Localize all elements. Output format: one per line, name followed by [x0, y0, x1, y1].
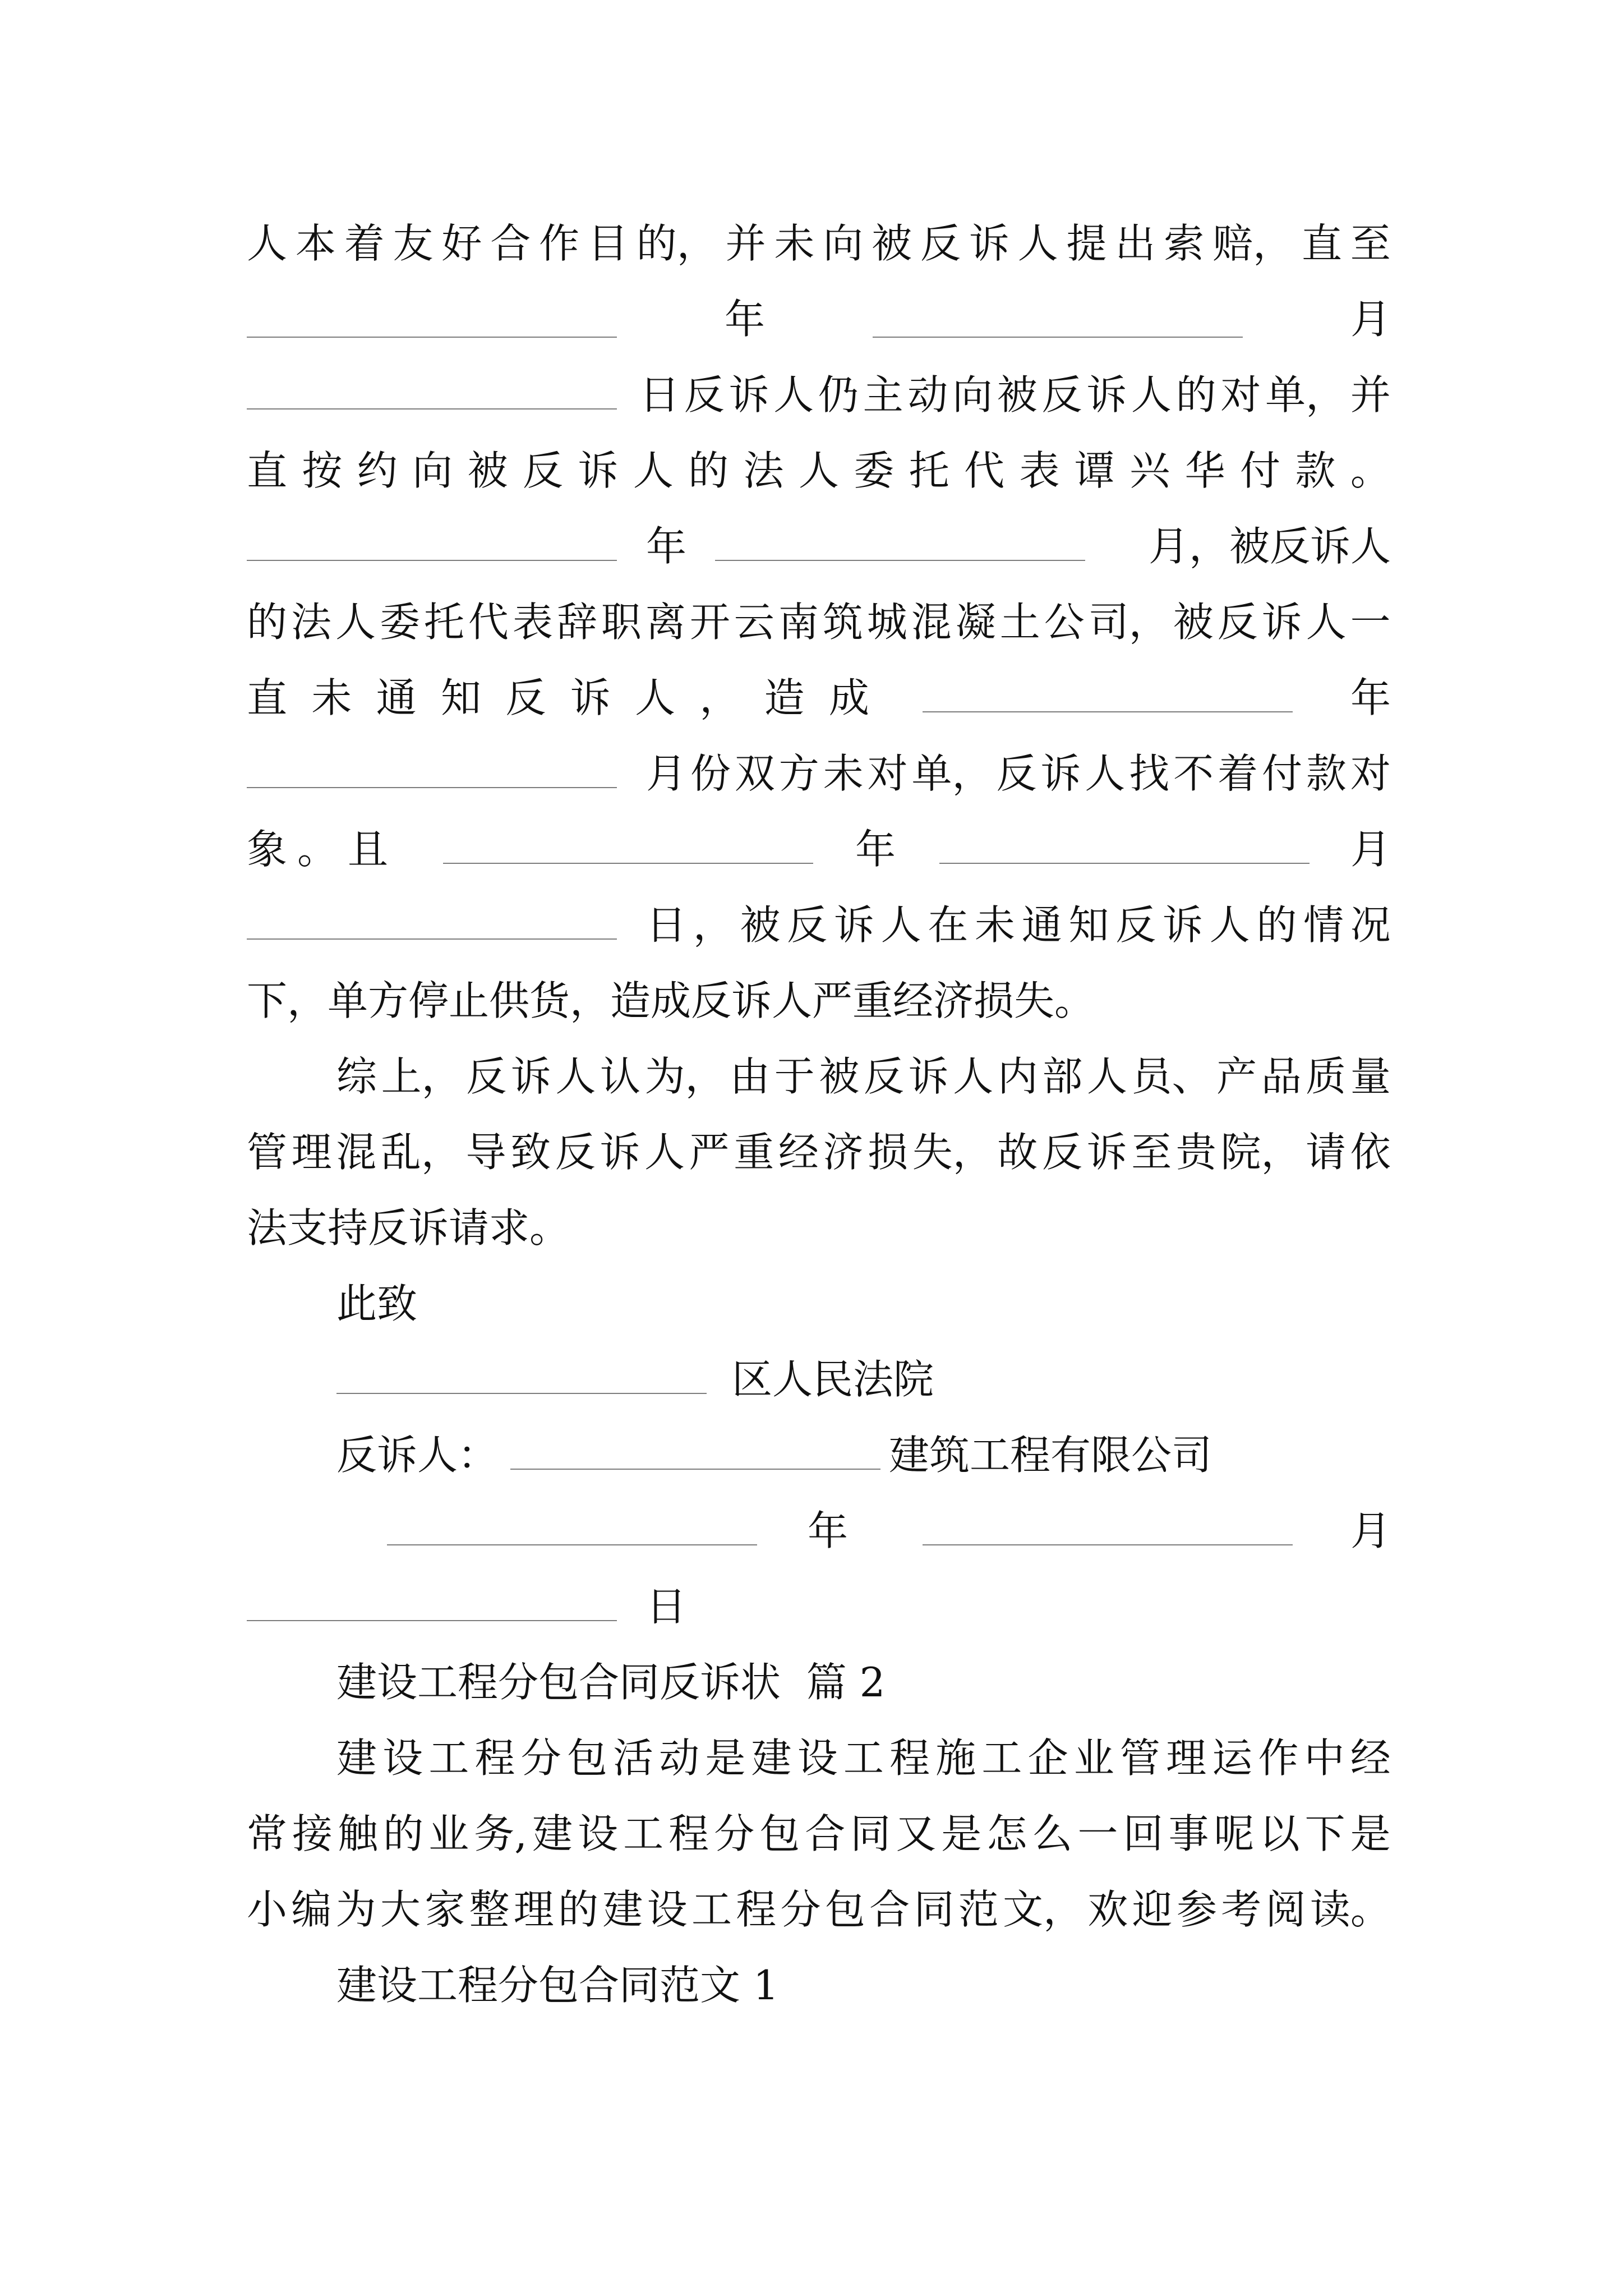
blank-underline	[336, 1358, 707, 1394]
text-glyph: 造	[764, 674, 805, 721]
text-glyph: 程	[474, 1734, 515, 1782]
text-glyph: 合	[869, 1886, 910, 1933]
text-glyph: 人	[335, 599, 376, 646]
text-glyph: 反	[555, 1129, 596, 1176]
text-glyph: 反	[863, 1053, 904, 1100]
paragraph-line: 下，单方停止供货，造成反诉人严重经济损失。	[247, 977, 1095, 1024]
signatory-label: 反诉人：	[336, 1432, 499, 1479]
blank-underline	[715, 525, 1085, 561]
text-glyph: 法	[743, 447, 784, 494]
text-glyph: 致	[510, 1129, 551, 1176]
text-glyph: 务,	[474, 1810, 528, 1857]
text-glyph: 的	[247, 599, 288, 646]
text-glyph: 活	[613, 1734, 654, 1782]
blank-underline	[247, 302, 617, 338]
text-glyph: 好	[441, 220, 482, 267]
text-glyph: 呢	[1214, 1810, 1255, 1857]
text-glyph: 人	[1086, 1053, 1127, 1100]
text-glyph: 作	[539, 220, 580, 267]
text-glyph: 诉	[833, 901, 874, 949]
text-glyph: 触	[338, 1810, 379, 1857]
text-glyph: 至	[1131, 1129, 1172, 1176]
paragraph-line	[247, 887, 1391, 964]
text-glyph: 南	[778, 599, 819, 646]
blank-underline	[247, 525, 617, 561]
text-glyph: 人	[1131, 371, 1172, 418]
text-glyph: 人	[634, 674, 675, 721]
text-glyph: 济	[823, 1129, 864, 1176]
text-glyph: 谭	[1074, 447, 1115, 494]
text-glyph: 月	[646, 750, 687, 797]
text-glyph: 作	[1258, 1734, 1299, 1782]
text-glyph: 企	[1027, 1734, 1068, 1782]
text-glyph: 包	[759, 1810, 800, 1857]
salutation: 此致	[336, 1280, 418, 1327]
text-glyph: 下	[1304, 1810, 1345, 1857]
text-glyph: 是	[941, 1810, 982, 1857]
text-glyph: 施	[935, 1734, 976, 1782]
text-glyph: 对	[867, 750, 908, 797]
text-glyph: 直	[1301, 220, 1342, 267]
text-glyph: 知	[440, 674, 481, 721]
text-glyph: 委	[379, 599, 420, 646]
text-glyph: 为，	[644, 1053, 726, 1100]
text-glyph: 文，	[1003, 1886, 1084, 1933]
text-glyph: 的	[558, 1886, 599, 1933]
text-glyph: 款	[1295, 447, 1336, 494]
text-glyph: 动	[659, 1734, 700, 1782]
signature-line	[336, 1417, 1391, 1494]
text-glyph: 业	[1073, 1734, 1114, 1782]
text-glyph: 反	[996, 750, 1037, 797]
text-glyph: 直	[247, 674, 288, 721]
text-glyph: 混	[911, 599, 952, 646]
text-glyph: 开	[689, 599, 730, 646]
text-glyph: 同	[914, 1886, 955, 1933]
text-glyph: 诉	[1086, 1129, 1127, 1176]
blank-underline	[387, 1510, 757, 1545]
text-glyph: 着	[344, 220, 385, 267]
date-label-year: 年	[646, 523, 687, 570]
text-glyph: 综	[336, 1053, 377, 1100]
text-glyph: 人	[1085, 750, 1126, 797]
text-glyph: 为	[335, 1886, 376, 1933]
text-glyph: 是	[1350, 1810, 1391, 1857]
text-glyph: 建	[336, 1734, 377, 1782]
text-glyph: 土	[999, 599, 1040, 646]
text-glyph: 包	[824, 1886, 865, 1933]
text-glyph: 建	[602, 1886, 643, 1933]
text-glyph: 份	[690, 750, 731, 797]
text-glyph: 请	[1306, 1129, 1347, 1176]
text-glyph: ，	[699, 674, 740, 721]
text-glyph: 于	[774, 1053, 815, 1100]
text-glyph: 出	[1115, 220, 1156, 267]
text-glyph: 公	[1044, 599, 1085, 646]
paragraph-line	[247, 357, 1391, 434]
text-glyph: 量	[1350, 1053, 1391, 1100]
text-glyph: 诉	[728, 371, 769, 418]
text-glyph: 托	[909, 447, 949, 494]
text-glyph: 导	[465, 1129, 506, 1176]
text-glyph: 接	[292, 1810, 333, 1857]
text-glyph: 通	[376, 674, 417, 721]
paragraph-line	[247, 811, 1391, 888]
blank-underline	[939, 828, 1310, 864]
text-glyph: 被	[1173, 599, 1214, 646]
text-glyph: 知	[1068, 901, 1109, 949]
text-glyph: 的	[688, 447, 729, 494]
paragraph-line	[247, 205, 1391, 282]
text-glyph: 大	[380, 1886, 421, 1933]
text-glyph: 未	[975, 901, 1016, 949]
text-glyph: 人	[644, 1129, 685, 1176]
text-glyph: 未	[774, 220, 815, 267]
text-glyph: 管	[247, 1129, 288, 1176]
text-glyph: 反	[505, 674, 546, 721]
date-label-month: 月	[1350, 826, 1391, 873]
text-glyph: 工	[428, 1734, 469, 1782]
text-glyph: 友	[393, 220, 434, 267]
text-glyph: 人	[1209, 901, 1250, 949]
blank-underline	[923, 1510, 1293, 1545]
text-glyph: 云	[734, 599, 774, 646]
text-glyph: 反	[522, 447, 563, 494]
text-glyph: 并	[1350, 371, 1391, 418]
text-glyph: 一	[1077, 1810, 1118, 1857]
blank-underline	[247, 904, 617, 940]
line-text: 象。且	[247, 826, 399, 873]
paragraph-line	[247, 584, 1391, 661]
text-glyph: 被	[467, 447, 508, 494]
text-glyph: 辞	[556, 599, 597, 646]
text-glyph: 重	[734, 1129, 774, 1176]
blank-underline	[923, 677, 1293, 712]
text-glyph: 反	[1115, 901, 1156, 949]
section-heading: 建设工程分包合同范文 1	[336, 1962, 779, 2009]
paragraph-line	[247, 735, 1391, 812]
text-glyph: 日	[639, 371, 680, 418]
text-glyph: 人	[798, 447, 839, 494]
blank-underline	[443, 828, 813, 864]
paragraph-line	[247, 281, 1391, 358]
text-glyph: 诉	[969, 220, 1009, 267]
text-glyph: 反	[1217, 599, 1258, 646]
text-glyph: 迎	[1132, 1886, 1173, 1933]
date-label-month: 月	[1350, 296, 1391, 343]
text-glyph: 凝	[955, 599, 996, 646]
text-glyph: 向	[952, 371, 993, 418]
text-glyph: 对	[1350, 750, 1391, 797]
text-glyph: 反	[684, 371, 725, 418]
line-text	[646, 735, 1391, 812]
text-glyph: 工	[843, 1734, 884, 1782]
text-glyph: 反	[1042, 1129, 1083, 1176]
text-glyph: 分	[520, 1734, 561, 1782]
text-glyph: 对	[1220, 371, 1261, 418]
text-glyph: 目	[587, 220, 628, 267]
paragraph-line	[336, 1038, 1391, 1115]
line-text	[247, 660, 869, 737]
text-glyph: 被	[872, 220, 912, 267]
text-glyph: ，	[693, 901, 734, 949]
text-glyph: 代	[964, 447, 1005, 494]
text-glyph: 工	[981, 1734, 1022, 1782]
text-glyph: 程	[889, 1734, 930, 1782]
text-glyph: 程	[668, 1810, 709, 1857]
text-glyph: 认	[600, 1053, 640, 1100]
text-glyph: 被	[740, 901, 781, 949]
text-glyph: 被	[819, 1053, 860, 1100]
text-glyph: 编	[291, 1886, 332, 1933]
text-glyph: 包	[566, 1734, 607, 1782]
text-glyph: 筑	[822, 599, 863, 646]
text-glyph: 人	[773, 371, 814, 418]
text-glyph: 的	[1256, 901, 1297, 949]
text-glyph: 诉	[1086, 371, 1127, 418]
date-label-month: 月	[1350, 1507, 1391, 1554]
paragraph-line	[247, 1114, 1391, 1191]
paragraph-line	[247, 1796, 1391, 1872]
text-glyph: 怎	[986, 1810, 1027, 1857]
text-glyph: 代	[468, 599, 509, 646]
text-glyph: 经	[778, 1129, 819, 1176]
blank-underline	[873, 302, 1243, 338]
text-glyph: 参	[1176, 1886, 1217, 1933]
text-glyph: 运	[1212, 1734, 1253, 1782]
text-glyph: 设	[797, 1734, 838, 1782]
text-glyph: 中	[1304, 1734, 1345, 1782]
text-glyph: 向	[412, 447, 453, 494]
text-glyph: 不	[1173, 750, 1214, 797]
text-glyph: 理	[513, 1886, 554, 1933]
paragraph-line: 法支持反诉请求。	[247, 1204, 570, 1251]
text-glyph: 人	[1306, 599, 1347, 646]
blank-underline	[247, 752, 617, 788]
text-glyph: 依	[1350, 1129, 1391, 1176]
text-glyph: 的	[1175, 371, 1216, 418]
date-label-year: 年	[855, 826, 896, 873]
text-glyph: 部	[1042, 1053, 1083, 1100]
blank-underline	[247, 1585, 617, 1621]
date-label-year: 年	[1350, 674, 1391, 721]
text-glyph: 严	[689, 1129, 730, 1176]
text-glyph: 损	[868, 1129, 909, 1176]
text-glyph: 设	[647, 1886, 688, 1933]
text-glyph: 的，	[636, 220, 717, 267]
text-glyph: 司，	[1088, 599, 1169, 646]
date-label-year: 年	[808, 1507, 849, 1554]
text-glyph: 按	[302, 447, 343, 494]
text-glyph: 范	[958, 1886, 999, 1933]
paragraph-line	[247, 432, 1391, 509]
text-glyph: 表	[512, 599, 553, 646]
text-glyph: 以	[1259, 1810, 1300, 1857]
text-glyph: 人	[1017, 220, 1058, 267]
text-glyph: 合	[805, 1810, 846, 1857]
text-glyph: 人	[880, 901, 921, 949]
text-glyph: 职	[601, 599, 642, 646]
text-glyph: 程	[736, 1886, 777, 1933]
text-glyph: 分	[780, 1886, 821, 1933]
text-glyph: 建	[532, 1810, 573, 1857]
text-glyph: 故	[997, 1129, 1038, 1176]
text-glyph: 兴	[1129, 447, 1170, 494]
text-glyph: 建	[751, 1734, 792, 1782]
text-glyph: 付	[1240, 447, 1281, 494]
text-glyph: 诉	[578, 447, 619, 494]
text-glyph: 常	[247, 1810, 288, 1857]
text-glyph: 付	[1261, 750, 1302, 797]
text-glyph: 么	[1032, 1810, 1073, 1857]
text-glyph: 情	[1303, 901, 1344, 949]
text-glyph: 双	[734, 750, 775, 797]
text-glyph: 索	[1164, 220, 1205, 267]
text-glyph: 约	[357, 447, 398, 494]
text-glyph: 管	[1119, 1734, 1160, 1782]
text-glyph: 反	[466, 1053, 507, 1100]
text-glyph: 反	[1041, 371, 1082, 418]
text-glyph: 诉	[908, 1053, 949, 1100]
court-line	[336, 1341, 1391, 1418]
text-glyph: 内	[997, 1053, 1038, 1100]
text-glyph: 整	[469, 1886, 510, 1933]
text-glyph: 是	[705, 1734, 746, 1782]
paragraph-line	[247, 660, 1391, 737]
text-glyph: 贵	[1175, 1129, 1216, 1176]
paragraph-line	[247, 508, 1391, 585]
line-text	[646, 887, 1391, 964]
text-glyph: 至	[1350, 220, 1391, 267]
text-glyph: 小	[247, 1886, 288, 1933]
text-glyph: 同	[850, 1810, 891, 1857]
text-glyph: 并	[725, 220, 766, 267]
text-glyph: 质	[1306, 1053, 1347, 1100]
text-glyph: 反	[920, 220, 961, 267]
text-glyph: 家	[425, 1886, 465, 1933]
text-glyph: 失，	[912, 1129, 993, 1176]
date-line	[247, 1493, 1391, 1570]
text-glyph: 的	[383, 1810, 424, 1857]
text-glyph: 理	[291, 1129, 332, 1176]
text-glyph: 诉	[570, 674, 611, 721]
text-glyph: 混	[336, 1129, 377, 1176]
text-glyph: 况	[1350, 901, 1391, 949]
text-glyph: 诉	[1040, 750, 1081, 797]
text-glyph: 本	[295, 220, 336, 267]
paragraph-line	[247, 1871, 1391, 1948]
text-glyph: 反	[787, 901, 828, 949]
text-glyph: 直	[247, 447, 288, 494]
text-glyph: 回	[1123, 1810, 1164, 1857]
text-glyph: 一	[1350, 599, 1391, 646]
text-glyph: 着	[1218, 750, 1258, 797]
text-glyph: 动	[907, 371, 948, 418]
text-glyph: 工	[623, 1810, 664, 1857]
text-glyph: 在	[928, 901, 969, 949]
text-glyph: 仍	[818, 371, 859, 418]
text-glyph: 离	[645, 599, 686, 646]
text-glyph: 阅	[1265, 1886, 1306, 1933]
text-glyph: 未	[311, 674, 352, 721]
text-glyph: 诉	[510, 1053, 551, 1100]
text-glyph: 提	[1066, 220, 1107, 267]
text-glyph: 分	[714, 1810, 755, 1857]
text-glyph: 方	[778, 750, 819, 797]
text-glyph: 考	[1221, 1886, 1262, 1933]
text-glyph: 找	[1129, 750, 1170, 797]
paragraph-line	[336, 1720, 1391, 1797]
text-glyph: 城	[866, 599, 907, 646]
text-glyph: 诉	[1162, 901, 1203, 949]
text-glyph: 主	[863, 371, 903, 418]
text-glyph: 员、	[1131, 1053, 1212, 1100]
date-label-year: 年	[724, 296, 765, 343]
text-glyph: 上，	[381, 1053, 462, 1100]
text-glyph: 通	[1021, 901, 1062, 949]
line-text	[639, 357, 1391, 434]
company-name: 建筑工程有限公司	[889, 1432, 1212, 1479]
text-glyph: 华	[1184, 447, 1225, 494]
blank-underline	[510, 1434, 880, 1470]
blank-underline	[247, 374, 617, 409]
text-glyph: 向	[823, 220, 864, 267]
text-glyph: 业	[428, 1810, 469, 1857]
text-glyph: 未	[823, 750, 864, 797]
text-glyph: 理	[1166, 1734, 1207, 1782]
text-glyph: 人	[247, 220, 288, 267]
text-glyph: 又	[896, 1810, 937, 1857]
text-glyph: 人	[953, 1053, 994, 1100]
text-glyph: 人	[555, 1053, 596, 1100]
text-glyph: 读。	[1310, 1886, 1391, 1933]
text-glyph: 经	[1350, 1734, 1391, 1782]
text-glyph: 设	[578, 1810, 619, 1857]
text-glyph: 诉	[1261, 599, 1302, 646]
text-glyph: 表	[1019, 447, 1060, 494]
date-line	[247, 1568, 1391, 1645]
text-glyph: 工	[691, 1886, 732, 1933]
text-glyph: 人	[633, 447, 674, 494]
text-glyph: 事	[1168, 1810, 1209, 1857]
court-name: 区人民法院	[732, 1356, 934, 1403]
text-glyph: 被	[997, 371, 1038, 418]
text-glyph: 由	[730, 1053, 771, 1100]
text-glyph: 托	[423, 599, 464, 646]
text-glyph: 欢	[1087, 1886, 1128, 1933]
text-glyph: 成	[828, 674, 869, 721]
text-glyph: 合	[490, 220, 531, 267]
text-glyph: 设	[382, 1734, 423, 1782]
text-glyph: 诉	[600, 1129, 640, 1176]
section-heading: 建设工程分包合同反诉状 篇 2	[336, 1659, 886, 1706]
text-glyph: 产	[1216, 1053, 1257, 1100]
text-glyph: 品	[1261, 1053, 1302, 1100]
text-glyph: 。	[1350, 447, 1391, 494]
text-glyph: 单，	[1265, 371, 1347, 418]
text-glyph: 款	[1306, 750, 1347, 797]
text-glyph: 赔，	[1212, 220, 1294, 267]
text-glyph: 日	[646, 901, 687, 949]
text-glyph: 法	[291, 599, 331, 646]
text-glyph: 院，	[1220, 1129, 1302, 1176]
text-glyph: 委	[854, 447, 895, 494]
text-glyph: 乱，	[380, 1129, 462, 1176]
date-label-day: 日	[646, 1583, 687, 1630]
text-glyph: 单，	[911, 750, 993, 797]
line-text: 月，被反诉人	[1148, 523, 1391, 570]
